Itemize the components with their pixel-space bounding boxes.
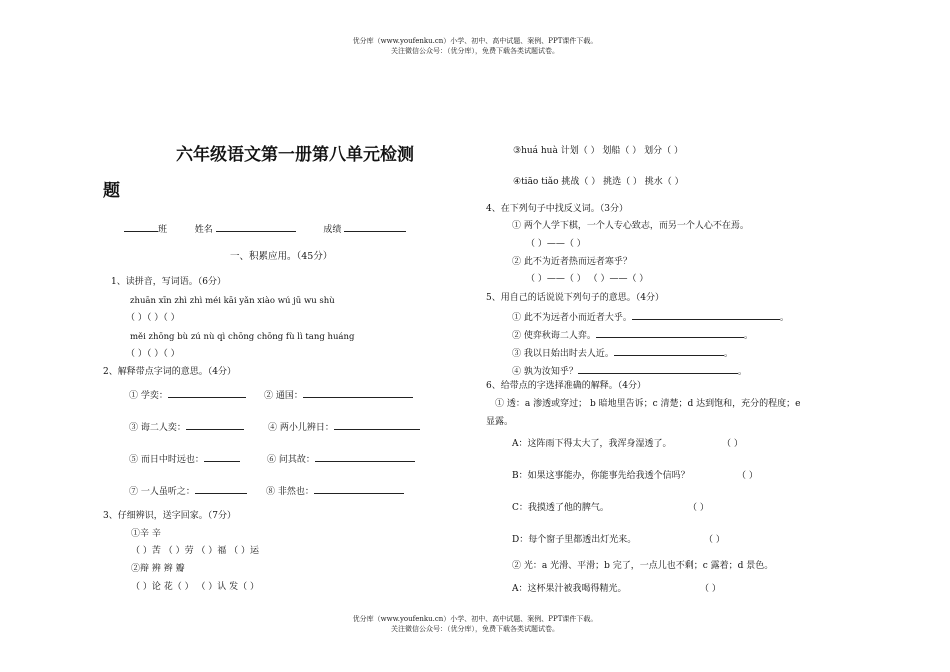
- q3-group1-blanks[interactable]: （ ）苦 （ ）劳 （ ）福 （ ）运: [131, 546, 260, 556]
- q6-option-d: D：每个窗子里都透出灯光来。: [512, 535, 637, 545]
- q3-group1-chars: ①辛 辛: [131, 529, 161, 539]
- q6-definition-1: ① 透：a 渗透或穿过； b 暗地里告诉；c 清楚；d 达到饱和，充分的程度；e: [495, 399, 801, 409]
- header-line-1: 优分库（www.youfenku.cn）小学、初中、高中试题、案例、PPT课件下载。: [352, 37, 598, 45]
- q2-item-5: ⑤ 而日中时远也：: [129, 452, 240, 466]
- q6-option-a: A：这阵雨下得太大了，我浑身湿透了。: [512, 439, 672, 449]
- q2-item-8: ⑧ 非然也：: [266, 484, 404, 498]
- q6-answer-a[interactable]: （ ）: [722, 439, 743, 449]
- q5-item-3: ③ 我以日始出时去人近。 。: [512, 346, 733, 360]
- class-label: 班: [158, 225, 168, 235]
- q5-item-4: ④ 孰为汝知乎？ 。: [512, 364, 747, 378]
- q2-item-7: ⑦ 一人虽听之：: [129, 484, 247, 498]
- q2-item-6: ⑥ 问其故：: [267, 452, 415, 466]
- q3-group3[interactable]: ③huá huà 计划（ ） 划船（ ） 划分（ ）: [513, 146, 684, 156]
- class-blank[interactable]: [124, 222, 158, 232]
- q6-option-c: C：我摸透了他的脾气。: [512, 503, 609, 513]
- q5-item-2: ② 使弈秋诲二人弈。 。: [512, 328, 753, 342]
- name-blank[interactable]: [216, 222, 296, 232]
- page-title-line-2: 题: [103, 181, 120, 201]
- q1-pinyin-row-1: zhuān xīn zhì zhì méi kāi yǎn xiào wú jū wu shù: [130, 296, 335, 306]
- student-info-row: [124, 222, 406, 236]
- footer-line-2: 关注微信公众号：（优分库），免费下载各类试题试卷。: [391, 625, 559, 633]
- part1-heading: 一、积累应用。（45分）: [230, 251, 333, 262]
- q1-stem: 1、读拼音，写词语。（6分）: [111, 277, 226, 287]
- q6-stem: 6、给带点的字选择准确的解释。（4分）: [486, 381, 646, 391]
- q4-stem: 4、在下列句子中找反义词。（3分）: [486, 204, 628, 214]
- q5-item-1: ① 此不为远者小而近者大乎。 。: [512, 310, 789, 324]
- q4-answer-1[interactable]: （ ）——（ ）: [526, 239, 586, 249]
- score-label: 成绩: [323, 225, 342, 235]
- q3-group4[interactable]: ④tiāo tiǎo 挑战（ ） 挑选（ ） 挑水（ ）: [513, 177, 684, 187]
- q1-pinyin-row-2: měi zhōng bù zú nù qì chōng chōng fù lì tang huáng: [130, 332, 355, 342]
- q6-option-b: B：如果这事能办，你能事先给我透个信吗？: [512, 471, 690, 481]
- q6-definition-2: ② 光：a 光滑、平滑；b 完了，一点儿也不剩；c 露着；d 景色。: [512, 561, 774, 571]
- q3-group2-blanks[interactable]: （ ）论 花（ ） （ ）认 发（ ）: [131, 582, 260, 592]
- q5-stem: 5、用自己的话说说下列句子的意思。（4分）: [486, 293, 664, 303]
- q2-item-2: ② 通国：: [264, 388, 413, 402]
- q2-item-3: ③ 诲二人奕：: [129, 420, 244, 434]
- q2-item-4: ④ 两小儿辨日：: [268, 420, 420, 434]
- q6-option-a2: A：这杯果汁被我喝得精光。: [512, 584, 627, 594]
- q6-answer-d[interactable]: （ ）: [704, 535, 725, 545]
- q3-group2-chars: ②辩 辨 辫 瓣: [131, 564, 185, 574]
- score-blank[interactable]: [344, 222, 406, 232]
- q1-answer-row-2[interactable]: （ ）（ ）（ ）: [126, 349, 180, 359]
- name-label: 姓名: [194, 225, 213, 235]
- q4-sentence-2: ② 此不为近者热而远者寒乎？: [512, 257, 632, 267]
- q1-answer-row-1[interactable]: （ ）（ ）（ ）: [126, 313, 180, 323]
- header-line-2: 关注微信公众号：（优分库），免费下载各类试题试卷。: [391, 47, 559, 55]
- q2-item-1: ① 学奕：: [129, 388, 246, 402]
- footer-line-1: 优分库（www.youfenku.cn）小学、初中、高中试题、案例、PPT课件下载。: [352, 615, 598, 623]
- q6-answer-b[interactable]: （ ）: [737, 471, 758, 481]
- q4-sentence-1: ① 两个人学下棋，一个人专心致志，而另一个人心不在焉。: [512, 221, 749, 231]
- q4-answer-2[interactable]: （ ）——（ ） （ ）——（ ）: [526, 274, 649, 284]
- page-title-line-1: 六年级语文第一册第八单元检测: [176, 145, 414, 165]
- q6-definition-1-cont: 显露。: [486, 417, 514, 427]
- q3-stem: 3、仔细辨识，送字回家。（7分）: [103, 511, 236, 521]
- q6-answer-c[interactable]: （ ）: [688, 503, 709, 513]
- q6-answer-a2[interactable]: （ ）: [700, 584, 721, 594]
- q2-stem: 2、解释带点字词的意思。（4分）: [103, 367, 236, 377]
